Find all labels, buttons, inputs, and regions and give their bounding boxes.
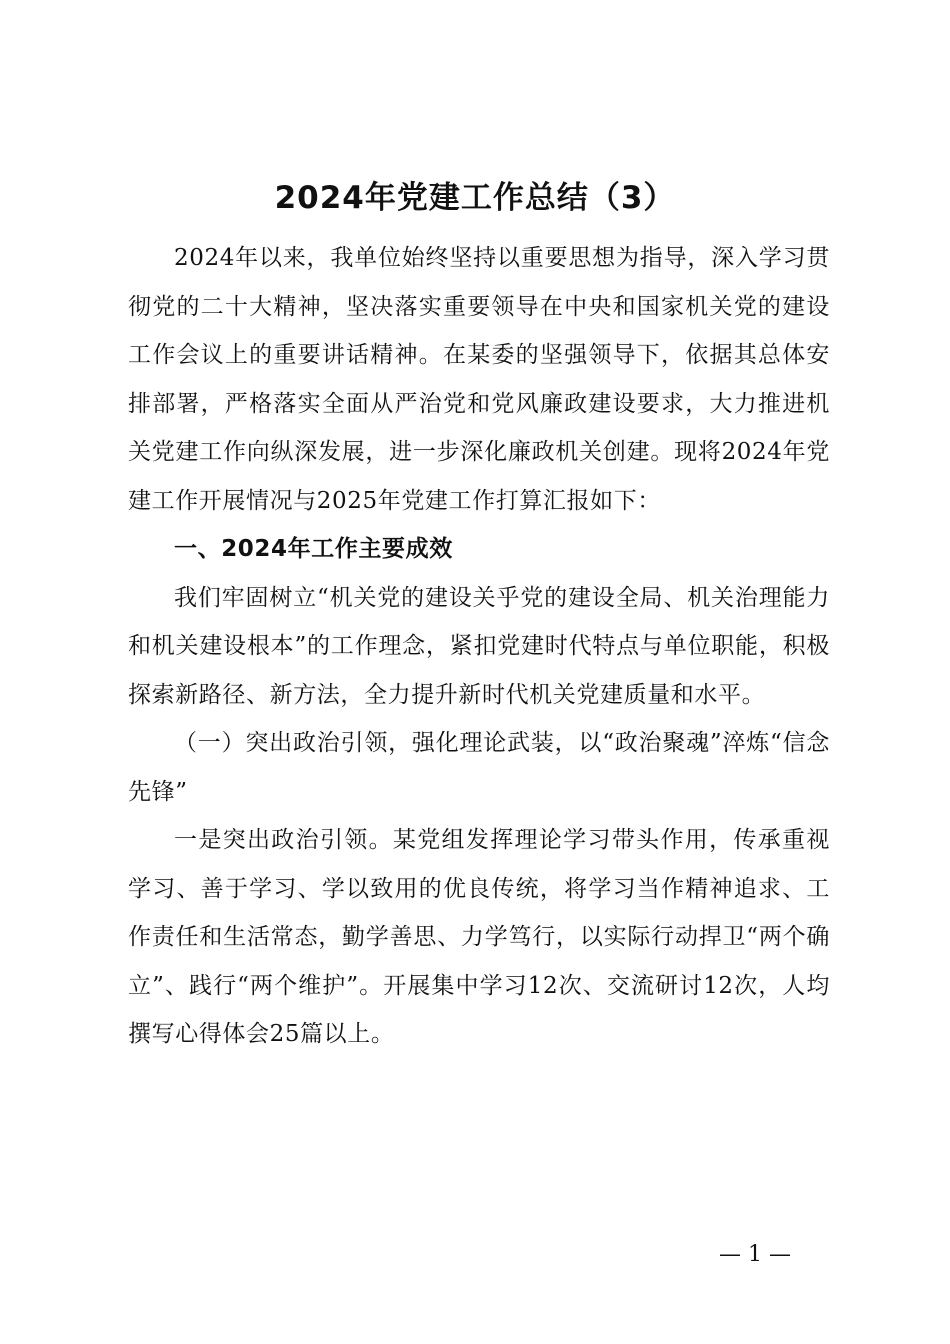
page-number: — 1 — xyxy=(719,1242,791,1267)
body-paragraph: 一是突出政治引领。某党组发挥理论学习带头作用，传承重视学习、善于学习、学以致用的优良传统，将学习当作精神追求、工作责任和生活常态，勤学善思、力学笃行，以实际行动捍卫“两个确立”、践行“两个维护”。开展集中学习12次、交流研讨12次，人均撰写心得体会25篇以上。 xyxy=(128,827,830,1047)
section-heading: 一、2024年工作主要成效 xyxy=(174,536,453,562)
body-paragraph: 我们牢固树立“机关党的建设关乎党的建设全局、机关治理能力和机关建设根本”的工作理念，紧扣党建时代特点与单位职能，积极探索新路径、新方法，全力提升新时代机关党建质量和水平。 xyxy=(128,584,830,708)
subsection-heading: （一）突出政治引领，强化理论武装，以“政治聚魂”淬炼“信念先锋” xyxy=(128,730,830,805)
intro-paragraph: 2024年以来，我单位始终坚持以重要思想为指导，深入学习贯彻党的二十大精神，坚决落实重要领导在中央和国家机关党的建设工作会议上的重要讲话精神。在某委的坚强领导下，依据其总体安排部署，严格落实全面从严治党和党风廉政建设要求，大力推进机关党建工作向纵深发展，进一步深化廉政机关创建。现将2024年党建工作开展情况与2025年党建工作打算汇报如下： xyxy=(128,245,830,514)
document-title: 2024年党建工作总结（3） xyxy=(274,180,676,216)
document-body xyxy=(128,234,830,1059)
